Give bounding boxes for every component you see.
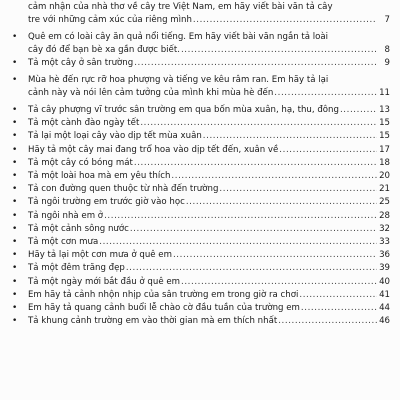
toc-entry-last-line <box>28 262 390 275</box>
toc-entry-last-line <box>28 183 390 196</box>
dot-leader <box>181 276 377 289</box>
dot-leader <box>219 183 377 196</box>
page-number: 15 <box>379 118 390 129</box>
toc-entry <box>12 57 390 70</box>
toc-entry-text: Em hãy tả cảnh nhộn nhịp của sân trường em trong giờ ra chơi <box>28 289 299 300</box>
table-of-contents <box>12 1 390 328</box>
toc-entry-body <box>28 196 390 209</box>
toc-entry-last-line <box>28 315 390 328</box>
page-number: 40 <box>379 276 390 287</box>
toc-entry-text: Tả ngôi trường em trước giờ vào học <box>28 197 185 208</box>
toc-entry <box>12 1 390 27</box>
bullet-marker: • <box>12 31 18 42</box>
toc-entry-text: Tả một cành đào ngày tết <box>28 118 140 129</box>
bullet-marker: • <box>12 223 18 234</box>
bullet-marker: • <box>12 58 18 69</box>
toc-entry-text: Tả lại một loại cây vào dịp tết mùa xuân <box>28 131 202 142</box>
toc-entry <box>12 157 390 170</box>
toc-entry-text: Quê em có loài cây ăn quả nổi tiếng. Em hãy viết bài văn ngắn tả loài <box>28 31 329 42</box>
page-number: 7 <box>384 15 390 26</box>
dot-leader <box>279 144 377 157</box>
toc-entry <box>12 302 390 315</box>
toc-entry-last-line <box>28 236 390 249</box>
toc-entry-text: cảm nhận của nhà thơ về cây tre Việt Nam, em hãy viết bài văn tả cây <box>28 2 333 12</box>
bullet-marker: • <box>12 144 18 155</box>
toc-entry-text: cây đó để bạn bè xa gần được biết. <box>28 45 180 56</box>
toc-entry-text: Em hãy tả quang cảnh buổi lễ chào cờ đầu tuần của trường em <box>28 302 300 313</box>
dot-leader <box>99 236 377 249</box>
bullet-marker: • <box>12 302 18 313</box>
toc-entry <box>12 236 390 249</box>
toc-entry <box>12 144 390 157</box>
page-number: 41 <box>379 289 390 300</box>
page-number: 18 <box>379 157 390 168</box>
toc-entry-body <box>28 223 390 236</box>
toc-entry <box>12 262 390 275</box>
toc-entry-body <box>28 249 390 262</box>
toc-entry-text: Tả khung cảnh trường em vào thời gian mà em thích nhất <box>28 316 278 327</box>
dot-leader <box>340 104 377 117</box>
toc-entry-last-line <box>28 289 390 302</box>
toc-entry-body <box>28 74 390 100</box>
page-number: 15 <box>379 131 390 142</box>
toc-entry-text: Tả một ngày mới bắt đầu ở quê em <box>28 276 181 287</box>
bullet-marker: • <box>12 316 18 327</box>
page-number: 11 <box>379 88 390 99</box>
page-number: 32 <box>379 223 390 234</box>
toc-entry-body <box>28 157 390 170</box>
bullet-marker: • <box>12 170 18 181</box>
page-number: 44 <box>379 302 390 313</box>
dot-leader <box>104 210 377 223</box>
toc-entry-last-line <box>28 87 390 100</box>
toc-entry-text: tre với những cảm xúc của riêng mình <box>28 15 192 26</box>
dot-leader <box>126 262 377 275</box>
toc-entry-last-line <box>28 223 390 236</box>
toc-entry-body <box>28 117 390 130</box>
toc-entry <box>12 104 390 117</box>
toc-entry-text: Tả cây phượng vĩ trước sân trường em qua bốn mùa xuân, hạ, thu, đông <box>28 104 339 115</box>
toc-entry-last-line <box>28 157 390 170</box>
toc-entry <box>12 130 390 143</box>
toc-entry-text: Tả một cảnh sông nước <box>28 223 129 234</box>
toc-entry-body <box>28 144 390 157</box>
bullet-marker: • <box>12 250 18 261</box>
dot-leader <box>171 170 377 183</box>
toc-entry-last-line <box>28 249 390 262</box>
toc-entry <box>12 117 390 130</box>
dot-leader <box>186 196 377 209</box>
toc-entry-last-line <box>28 57 390 70</box>
toc-entry-text: Hãy tả lại một cơn mưa ở quê em <box>28 250 172 261</box>
toc-entry <box>12 74 390 100</box>
toc-entry-text: cảnh này và nói lên cảm tưởng của mình khi mùa hè đến <box>28 88 274 99</box>
toc-entry-last-line <box>28 302 390 315</box>
bullet-marker: • <box>12 157 18 168</box>
toc-entry <box>12 196 390 209</box>
toc-entry-text: Tả một đêm trăng đẹp <box>28 263 125 274</box>
toc-entry-body <box>28 104 390 117</box>
page-number: 33 <box>379 236 390 247</box>
toc-entry-last-line <box>28 117 390 130</box>
toc-entry-last-line <box>28 104 390 117</box>
bullet-marker: • <box>12 263 18 274</box>
toc-entry-body <box>28 1 390 27</box>
page-number: 25 <box>379 197 390 208</box>
dot-leader <box>274 87 377 100</box>
toc-entry-text: Tả ngôi nhà em ở <box>28 210 104 221</box>
toc-entry-body <box>28 210 390 223</box>
bullet-marker: • <box>12 236 18 247</box>
page-number: 36 <box>379 250 390 261</box>
toc-entry <box>12 289 390 302</box>
toc-entry-body <box>28 170 390 183</box>
toc-entry <box>12 223 390 236</box>
toc-entry <box>12 276 390 289</box>
toc-entry-body <box>28 276 390 289</box>
toc-entry-body <box>28 315 390 328</box>
toc-entry-body <box>28 302 390 315</box>
bullet-marker: • <box>12 75 18 86</box>
dot-leader <box>130 223 377 236</box>
toc-entry-body <box>28 236 390 249</box>
toc-entry <box>12 170 390 183</box>
toc-entry-body <box>28 262 390 275</box>
page-number: 17 <box>379 144 390 155</box>
bullet-marker: • <box>12 210 18 221</box>
toc-entry-last-line <box>28 130 390 143</box>
dot-leader <box>193 14 377 27</box>
toc-entry-text: Mùa hè đến rực rỡ hoa phượng và tiếng ve kêu râm ran. Em hãy tả lại <box>28 75 329 86</box>
bullet-marker: • <box>12 289 18 300</box>
toc-entry-text: Hãy tả một cây mai đang trổ hoa vào dịp tết đến, xuân về <box>28 144 279 155</box>
page-number: 28 <box>379 210 390 221</box>
toc-entry-last-line <box>28 276 390 289</box>
toc-entry-body <box>28 31 390 57</box>
toc-entry <box>12 210 390 223</box>
page-number: 20 <box>379 170 390 181</box>
bullet-marker: • <box>12 276 18 287</box>
page-number: 8 <box>384 45 390 56</box>
dot-leader <box>134 57 377 70</box>
toc-entry-last-line <box>28 14 390 27</box>
toc-entry <box>12 315 390 328</box>
toc-entry-body <box>28 183 390 196</box>
toc-entry-text: Tả một loài hoa mà em yêu thích <box>28 170 171 181</box>
toc-entry-text: Tả một cây có bóng mát <box>28 157 133 168</box>
toc-entry-body <box>28 130 390 143</box>
toc-entry-text: Tả một cơn mưa <box>28 236 99 247</box>
toc-entry-last-line <box>28 196 390 209</box>
page-number: 21 <box>379 184 390 195</box>
toc-entry <box>12 183 390 196</box>
dot-leader <box>278 315 377 328</box>
dot-leader <box>173 249 377 262</box>
bullet-marker: • <box>12 197 18 208</box>
page-number: 13 <box>379 104 390 115</box>
dot-leader <box>181 44 377 57</box>
dot-leader <box>134 157 377 170</box>
toc-entry-body <box>28 289 390 302</box>
bullet-marker: • <box>12 184 18 195</box>
bullet-marker: • <box>12 118 18 129</box>
toc-entry <box>12 31 390 57</box>
dot-leader <box>203 130 377 143</box>
toc-entry-body <box>28 57 390 70</box>
dot-leader <box>299 289 377 302</box>
toc-entry <box>12 249 390 262</box>
bullet-marker: • <box>12 131 18 142</box>
toc-entry-text: Tả con đường quen thuộc từ nhà đến trường <box>28 184 219 195</box>
toc-entry-last-line <box>28 210 390 223</box>
page-number: 46 <box>379 316 390 327</box>
toc-entry-last-line <box>28 144 390 157</box>
bullet-marker: • <box>12 104 18 115</box>
toc-entry-last-line <box>28 170 390 183</box>
page-number: 9 <box>384 58 390 69</box>
dot-leader <box>140 117 377 130</box>
page-number: 39 <box>379 263 390 274</box>
toc-entry-last-line <box>28 44 390 57</box>
dot-leader <box>301 302 377 315</box>
toc-entry-text: Tả một cây ở sân trường <box>28 58 134 69</box>
